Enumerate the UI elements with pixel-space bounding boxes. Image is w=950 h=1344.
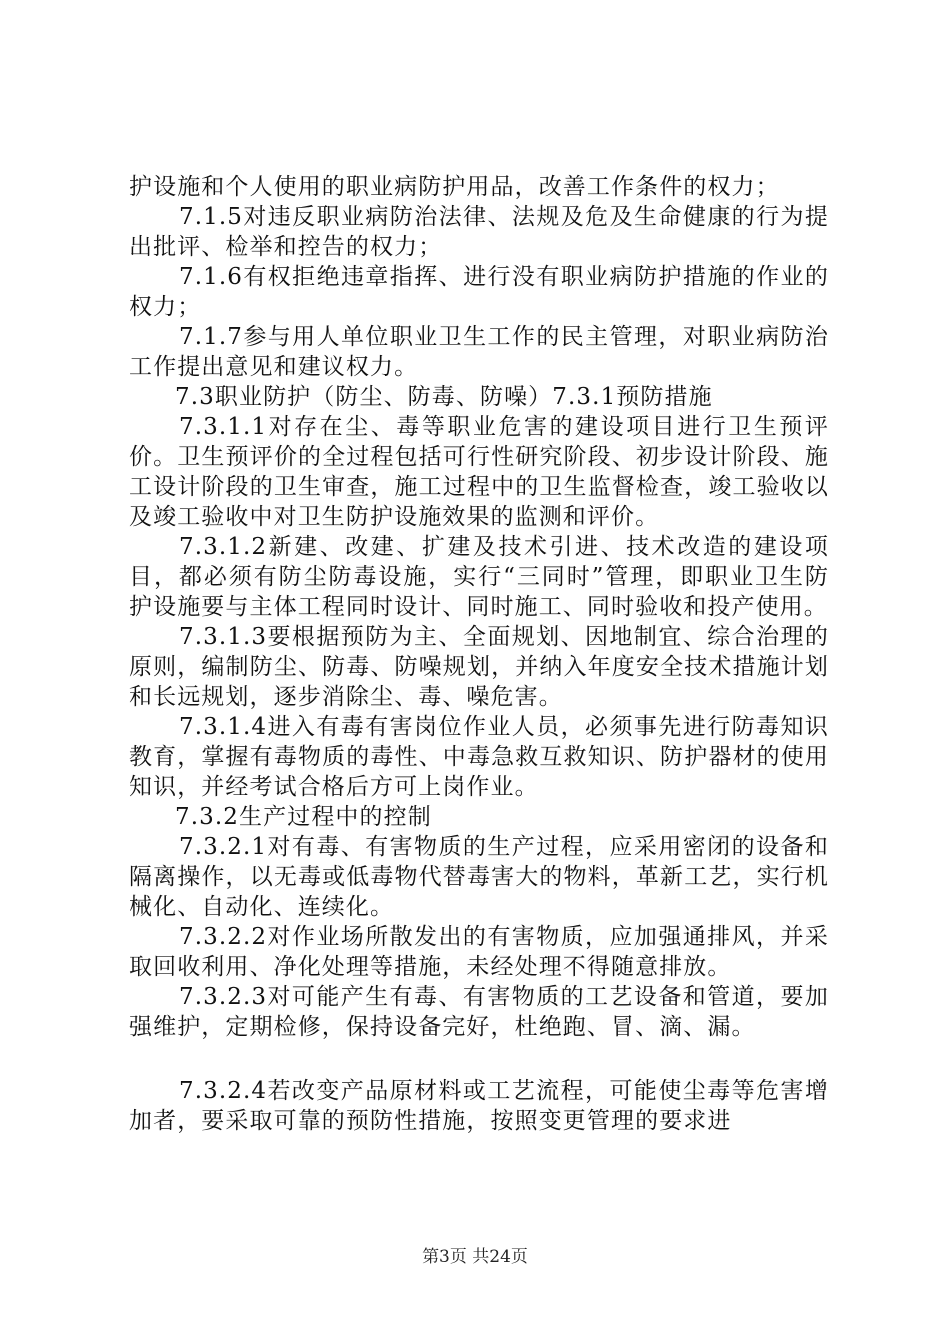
paragraph-7-3-2-1: 7.3.2.1对有毒、有害物质的生产过程，应采用密闭的设备和隔离操作，以无毒或低毒物代替毒害大的物料，革新工艺，实行机械化、自动化、连续化。 xyxy=(129,834,829,920)
page-footer: 第3页 共24页 xyxy=(422,1247,528,1267)
paragraph-7-3-1-3: 7.3.1.3要根据预防为主、全面规划、因地制宜、综合治理的原则，编制防尘、防毒、防噪规划，并纳入年度安全技术措施计划和长远规划，逐步消除尘、毒、噪危害。 xyxy=(129,624,829,710)
document-body xyxy=(129,172,829,1136)
paragraph-7-3-2-3: 7.3.2.3对可能产生有毒、有害物质的工艺设备和管道，要加强维护，定期检修，保持设备完好，杜绝跑、冒、滴、漏。 xyxy=(129,984,829,1040)
paragraph-continuation: 护设施和个人使用的职业病防护用品，改善工作条件的权力； xyxy=(129,174,780,200)
paragraph-7-3-1-2: 7.3.1.2新建、改建、扩建及技术引进、技术改造的建设项目，都必须有防尘防毒设施，实行“三同时”管理，即职业卫生防护设施要与主体工程同时设计、同时施工、同时验收和投产使用。 xyxy=(129,534,829,620)
paragraph-spacer xyxy=(129,1042,829,1076)
paragraph-7-1-6: 7.1.6有权拒绝违章指挥、进行没有职业病防护措施的作业的权力； xyxy=(129,264,829,320)
paragraph-7-3-2-4: 7.3.2.4若改变产品原材料或工艺流程，可能使尘毒等危害增加者，要采取可靠的预防性措施，按照变更管理的要求进 xyxy=(129,1078,829,1134)
paragraph-7-3-2-2: 7.3.2.2对作业场所散发出的有害物质，应加强通排风，并采取回收利用、净化处理等措施，未经处理不得随意排放。 xyxy=(129,924,829,980)
section-heading-7-3: 7.3职业防护（防尘、防毒、防噪）7.3.1预防措施 xyxy=(175,384,713,410)
section-heading-7-3-2: 7.3.2生产过程中的控制 xyxy=(175,804,432,830)
paragraph-7-3-1-4: 7.3.1.4进入有毒有害岗位作业人员，必须事先进行防毒知识教育，掌握有毒物质的毒性、中毒急救互救知识、防护器材的使用知识，并经考试合格后方可上岗作业。 xyxy=(129,714,829,800)
paragraph-7-1-5: 7.1.5对违反职业病防治法律、法规及危及生命健康的行为提出批评、检举和控告的权力； xyxy=(129,204,829,260)
paragraph-7-3-1-1: 7.3.1.1对存在尘、毒等职业危害的建设项目进行卫生预评价。卫生预评价的全过程包括可行性研究阶段、初步设计阶段、施工设计阶段的卫生审查，施工过程中的卫生监督检查，竣工验收以及竣工验收中对卫生防护设施效果的监测和评价。 xyxy=(129,414,829,530)
paragraph-7-1-7: 7.1.7参与用人单位职业卫生工作的民主管理，对职业病防治工作提出意见和建议权力。 xyxy=(129,324,829,380)
